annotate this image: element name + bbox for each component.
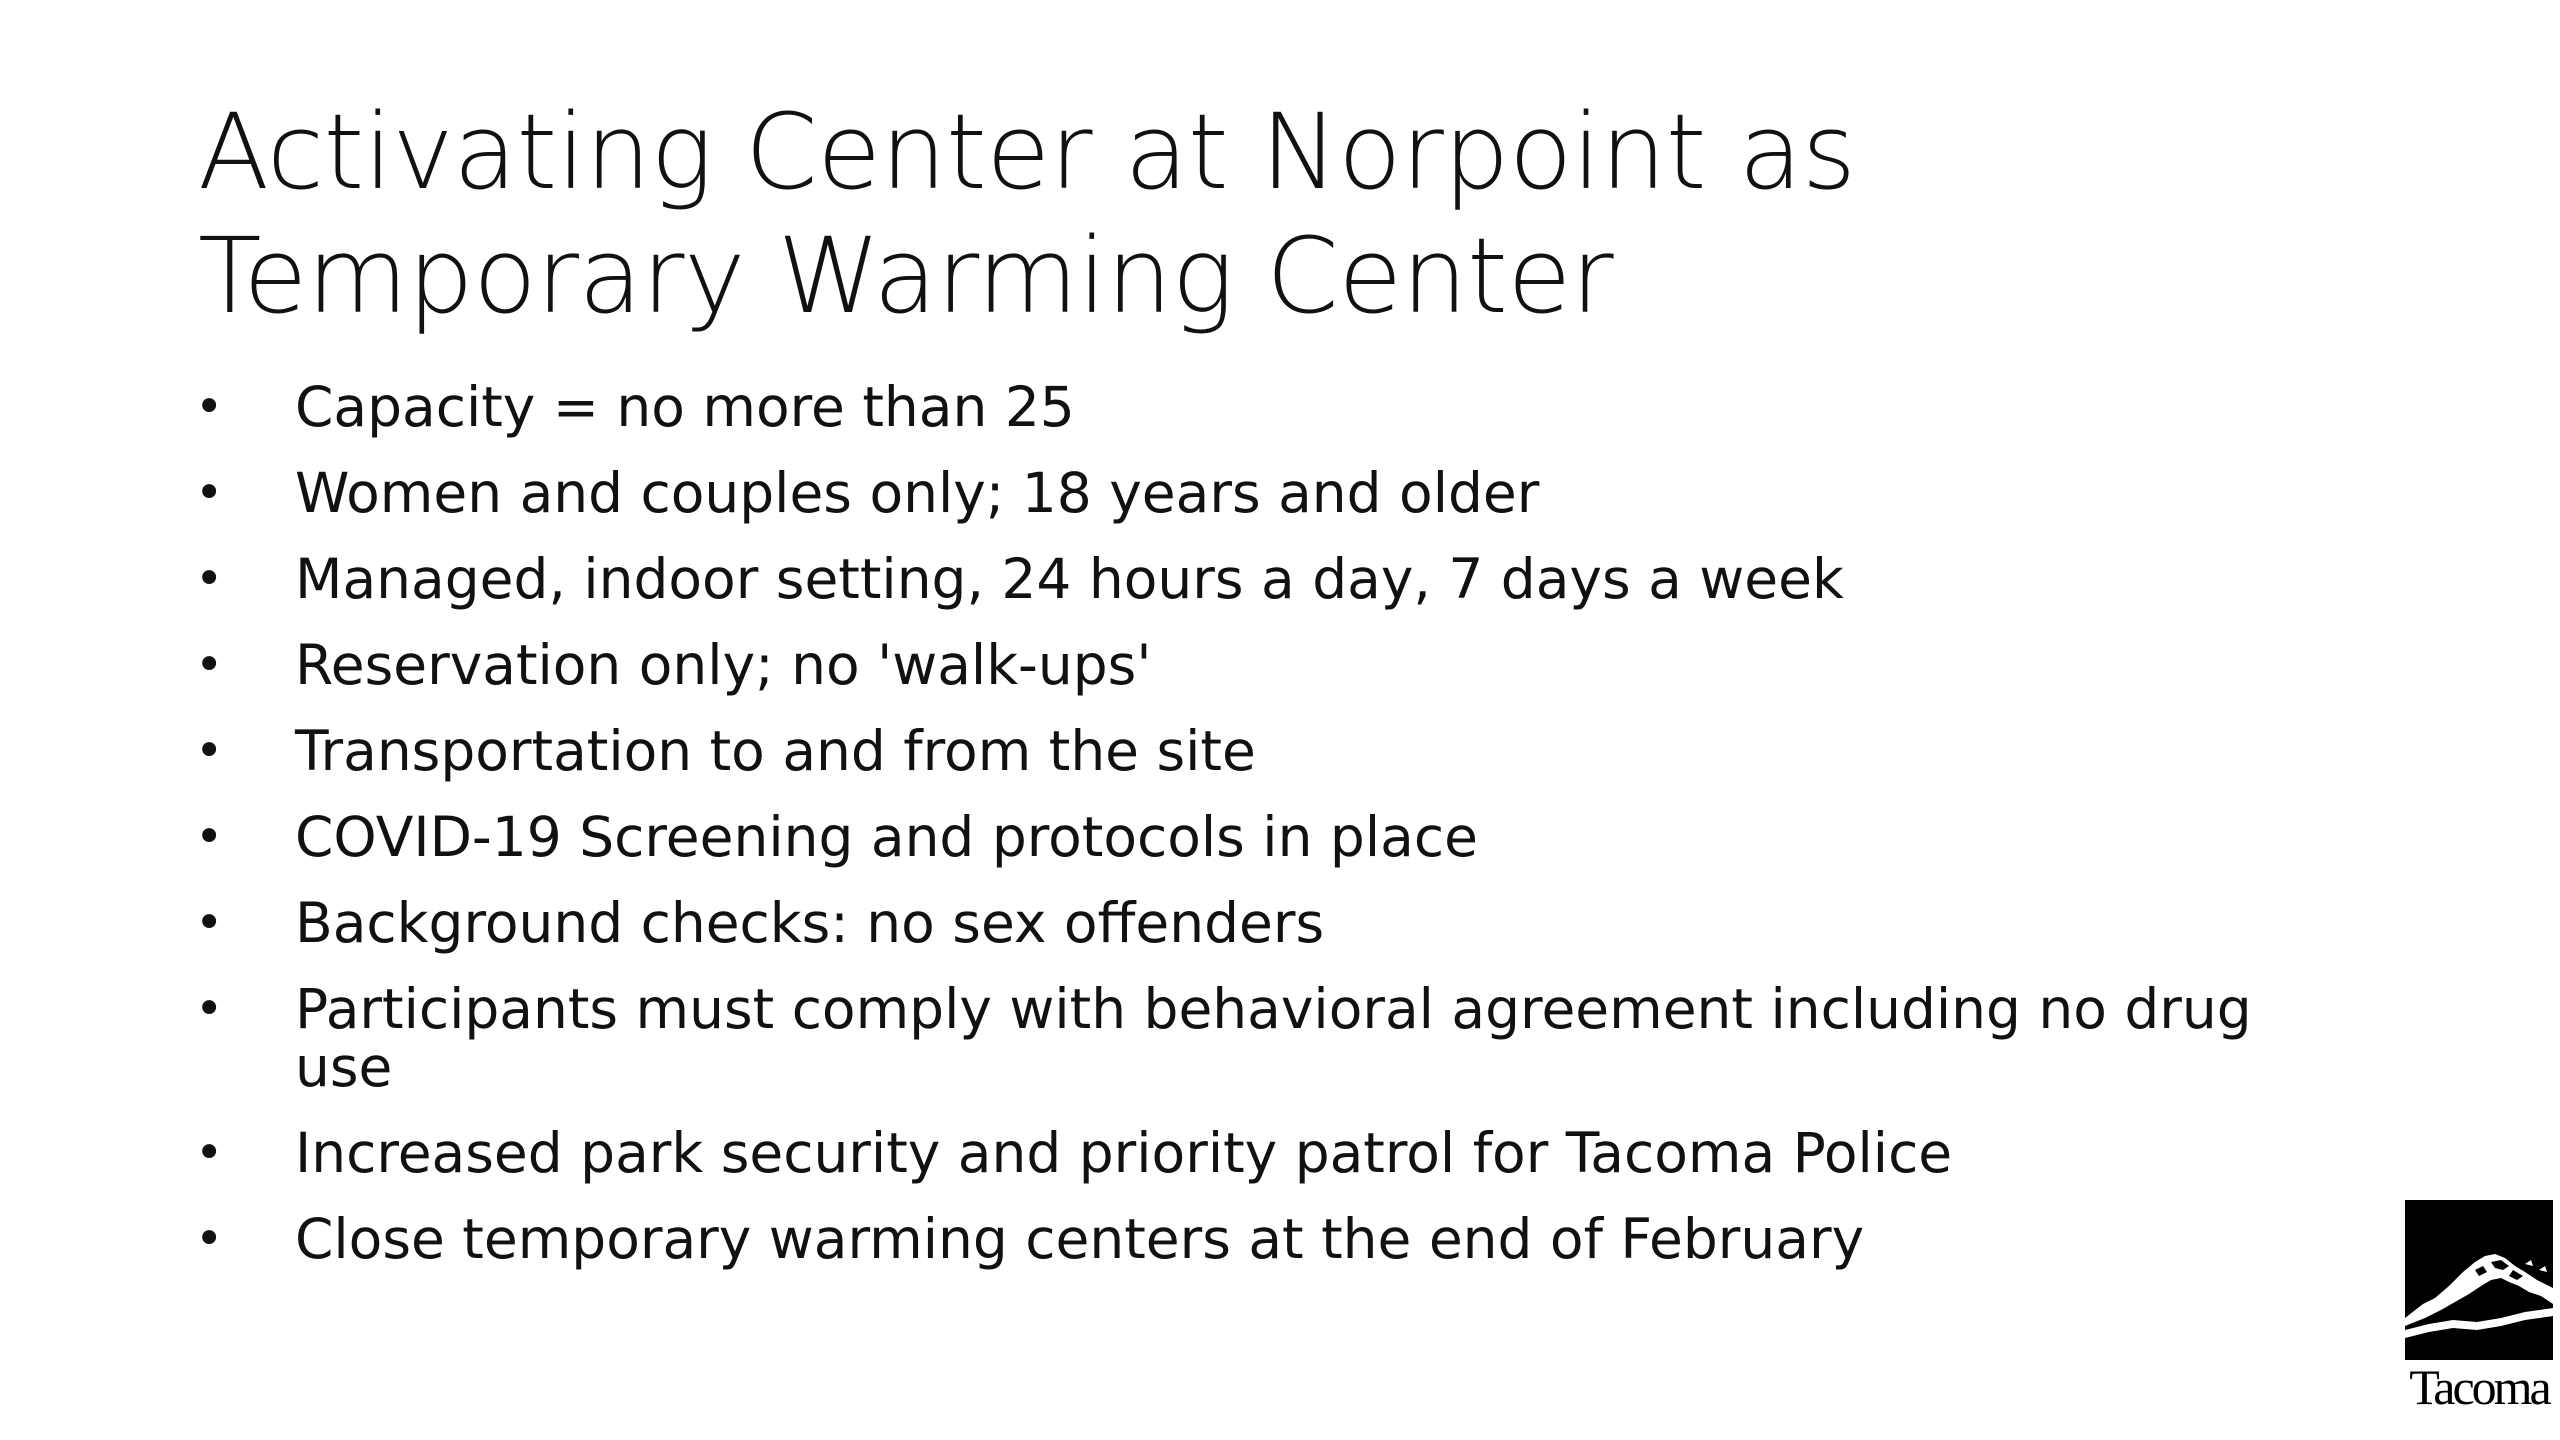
bullet-icon: • [195, 637, 224, 693]
bullet-icon: • [195, 551, 224, 607]
list-item [195, 547, 2345, 611]
list-item-text: Reservation only; no 'walk-ups' [295, 633, 1152, 697]
list-item-text: Transportation to and from the site [295, 719, 1256, 783]
list-item-text: Participants must comply with behavioral agreement including no drug use [295, 977, 2252, 1099]
mountain-icon [2405, 1200, 2553, 1360]
bullet-list [195, 375, 2345, 1296]
list-item [195, 1121, 2345, 1185]
list-item [195, 461, 2345, 525]
list-item-text: Background checks: no sex offenders [295, 891, 1325, 955]
slide-title: Activating Center at Norpoint as Temporary Warming Center [198, 91, 1856, 337]
list-item-text: Women and couples only; 18 years and older [295, 461, 1540, 525]
list-item-text: Close temporary warming centers at the end of February [295, 1207, 1865, 1271]
list-item [195, 719, 2345, 783]
bullet-icon: • [195, 1211, 224, 1267]
list-item [195, 805, 2345, 869]
bullet-icon: • [195, 379, 224, 435]
list-item-text: Managed, indoor setting, 24 hours a day, 7 days a week [295, 547, 1844, 611]
bullet-icon: • [195, 895, 224, 951]
bullet-icon: • [195, 723, 224, 779]
list-item [195, 1207, 2345, 1271]
list-item-text: Increased park security and priority patrol for Tacoma Police [295, 1121, 1953, 1185]
logo-text: Tacoma [2409, 1359, 2549, 1415]
list-item [195, 977, 2345, 1099]
bullet-icon: • [195, 809, 224, 865]
list-item [195, 633, 2345, 697]
bullet-icon: • [195, 981, 224, 1037]
list-item-text: COVID-19 Screening and protocols in place [295, 805, 1478, 869]
list-item [195, 891, 2345, 955]
bullet-icon: • [195, 465, 224, 521]
bullet-icon: • [195, 1125, 224, 1181]
tacoma-logo [2405, 1200, 2553, 1422]
list-item [195, 375, 2345, 439]
list-item-text: Capacity = no more than 25 [295, 375, 1075, 439]
